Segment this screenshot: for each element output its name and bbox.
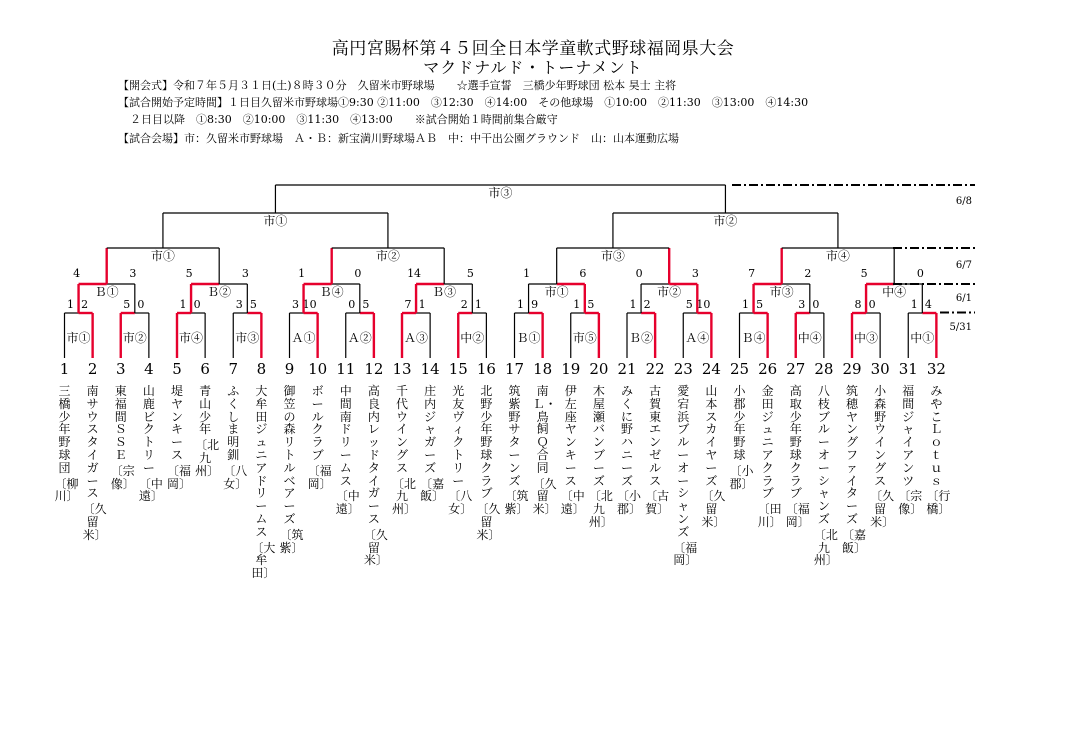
- team-area: 〔北九州〕: [588, 489, 613, 529]
- round2-score: 1: [523, 267, 531, 280]
- round1-score: 4: [924, 298, 932, 311]
- tournament-title: 高円宮賜杯第４５回全日本学童軟式野球福岡県大会: [331, 39, 735, 59]
- team-area: 〔北九州〕: [392, 476, 417, 517]
- team-area: 〔中遠〕: [138, 476, 163, 504]
- team-area: 〔福岡〕: [785, 502, 810, 529]
- team-entry: [617, 384, 642, 517]
- team-area: 〔小郡〕: [617, 489, 642, 517]
- round2-score: 7: [748, 267, 756, 280]
- round1-score: 9: [531, 298, 539, 311]
- round1-score: 1: [517, 298, 524, 311]
- team-area: 〔北九州〕: [813, 527, 838, 568]
- round2-score: 5: [466, 267, 474, 280]
- round3-venue-label: 市①: [150, 249, 175, 263]
- round1-score: 10: [302, 298, 317, 311]
- round1-venue-label: 市⑤: [572, 331, 597, 345]
- team-area: 〔宗像〕: [898, 489, 923, 517]
- round1-venue-label: 中①: [910, 331, 935, 345]
- team-entry: [363, 384, 388, 568]
- team-number: 3: [115, 360, 126, 378]
- team-area: 〔八女〕: [448, 489, 473, 517]
- round1-venue-label: 中③: [854, 331, 879, 345]
- round1-score: 3: [235, 298, 243, 311]
- round1-score: 3: [798, 298, 806, 311]
- opening-ceremony-info: 【開会式】令和７年５月３１日(土)８時３０分 久留米市野球場 ☆選手宣誓 三橋少年野球団 松本 昊士 主将: [118, 79, 677, 92]
- team-name: 御笠の森リトルベアーズ: [283, 384, 296, 526]
- team-area: 〔中遠〕: [560, 489, 585, 517]
- team-name: 伊左座ヤンキース: [564, 384, 577, 488]
- team-area: 〔福岡〕: [167, 463, 192, 491]
- team-name: みやこＬｏｔｕｓ: [930, 384, 943, 488]
- round1-venue-label: 中②: [460, 331, 485, 345]
- team-name: 愛宕浜ブルーオーシャンズ: [677, 384, 690, 539]
- team-area: 〔筑紫〕: [279, 527, 304, 555]
- team-name: 堤ヤンキース: [170, 384, 183, 462]
- team-entry: [110, 384, 135, 491]
- round2-score: 2: [804, 267, 812, 280]
- team-name: 光友ヴィクトリー: [452, 384, 465, 488]
- team-entry: [701, 384, 726, 529]
- team-name: 南サウスタイガース: [86, 384, 99, 501]
- round2-score: 1: [298, 267, 306, 280]
- team-name: 筑穂ヤングファイターズ: [845, 384, 858, 526]
- team-number: 28: [814, 360, 834, 378]
- team-number: 26: [758, 360, 778, 378]
- round-date-label: 6/7: [955, 260, 972, 271]
- team-number: 16: [476, 360, 496, 378]
- team-area: 〔大牟田〕: [251, 540, 276, 581]
- team-number: 13: [392, 360, 412, 378]
- team-area: 〔八女〕: [223, 463, 248, 491]
- team-entry: [588, 384, 613, 529]
- round2-score: 14: [407, 267, 422, 280]
- round2-venue-label: 市①: [544, 285, 569, 299]
- team-entry: [335, 384, 360, 517]
- team-name: みくに野ハニーズ: [620, 384, 633, 488]
- round2-venue-label: Ｂ①: [94, 285, 119, 299]
- round1-venue-label: Ａ③: [404, 331, 429, 345]
- round1-score: 7: [404, 298, 412, 311]
- team-entry: [785, 384, 810, 529]
- round1-score: 1: [474, 298, 482, 311]
- team-name: 小郡少年野球: [733, 384, 746, 462]
- team-entry: [870, 384, 895, 529]
- round1-score: 1: [910, 298, 918, 311]
- round1-score: 0: [137, 298, 145, 311]
- round2-score: 3: [129, 267, 137, 280]
- team-area: 〔中遠〕: [335, 489, 360, 517]
- round2-score: 5: [185, 267, 193, 280]
- team-name: 青山少年: [199, 384, 212, 437]
- team-area: 〔久留米〕: [82, 502, 107, 542]
- team-name: 中間南ドリームス: [339, 384, 352, 488]
- team-number: 10: [308, 360, 328, 378]
- team-number: 17: [504, 360, 525, 378]
- team-name: 古賀東エンゼルス: [649, 384, 662, 488]
- team-number: 11: [336, 360, 356, 378]
- team-number: 14: [420, 360, 440, 378]
- round2-score: 0: [635, 267, 643, 280]
- team-number: 7: [228, 360, 239, 378]
- round1-venue-label: 市②: [122, 331, 147, 345]
- round1-venue-label: Ａ④: [685, 331, 710, 345]
- round2-venue-label: 中④: [882, 285, 907, 299]
- team-name: 南Ｌ・鳥飼Ｑ合同: [532, 384, 557, 475]
- round2-score: 0: [354, 267, 362, 280]
- team-number: 31: [898, 360, 918, 378]
- team-number: 1: [59, 360, 70, 378]
- team-number: 30: [870, 360, 890, 378]
- team-entry: [82, 384, 107, 542]
- team-entry: [420, 384, 445, 504]
- team-area: 〔福岡〕: [673, 540, 698, 568]
- team-name: 金田ジュニアクラブ: [761, 384, 774, 501]
- round1-score: 5: [249, 298, 257, 311]
- tournament-subtitle: マクドナルド・トーナメント: [423, 58, 643, 77]
- round1-score: 0: [868, 298, 876, 311]
- team-number: 24: [701, 360, 721, 378]
- round1-score: 0: [348, 298, 356, 311]
- team-entry: [842, 384, 867, 555]
- round2-venue-label: 市③: [769, 285, 794, 299]
- team-number: 25: [729, 360, 750, 378]
- round2-venue-label: 市②: [657, 285, 682, 299]
- team-number: 29: [842, 360, 862, 378]
- team-entry: [448, 384, 473, 517]
- round1-score: 0: [193, 298, 201, 311]
- round1-venue-label: 市④: [179, 331, 204, 345]
- team-area: 〔久留米〕: [701, 489, 726, 529]
- team-entry: [54, 384, 79, 504]
- team-name: 八枝ブルーオーシャンズ: [817, 384, 830, 526]
- team-number: 21: [617, 360, 637, 378]
- round1-score: 5: [123, 298, 131, 311]
- round2-venue-label: Ｂ④: [319, 285, 344, 299]
- round1-score: 10: [696, 298, 711, 311]
- round1-score: 3: [292, 298, 299, 311]
- round1-score: 5: [587, 298, 595, 311]
- round2-score: 0: [916, 267, 924, 280]
- team-entry: [757, 384, 782, 529]
- day2-time-info: ２日目以降 ①8:30 ②10:00 ③11:30 ④13:00 ※試合開始１時間前集合厳守: [130, 113, 558, 126]
- team-number: 18: [533, 360, 553, 378]
- team-entry: [898, 384, 923, 517]
- team-area: 〔福岡〕: [307, 463, 332, 491]
- team-name: 山本スカイヤーズ: [705, 384, 718, 488]
- team-name: ボールクラブ: [311, 384, 324, 462]
- team-name: 木屋瀬バンブーズ: [592, 384, 605, 488]
- team-entry: [532, 384, 557, 517]
- team-number: 5: [172, 360, 182, 378]
- team-area: 〔久留米〕: [870, 489, 895, 529]
- team-area: 〔嘉飯〕: [842, 527, 867, 555]
- round2-score: 3: [241, 267, 249, 280]
- team-entry: [645, 384, 670, 517]
- team-entry: [138, 384, 163, 504]
- round2-venue-label: Ｂ②: [207, 285, 232, 299]
- round2-venue-label: Ｂ③: [432, 285, 457, 299]
- round3-venue-label: 市③: [600, 249, 625, 263]
- team-area: 〔北九州〕: [195, 438, 220, 478]
- team-area: 〔田川〕: [757, 502, 782, 529]
- team-number: 23: [673, 360, 693, 378]
- team-number: 19: [561, 360, 581, 378]
- team-area: 〔宗像〕: [110, 463, 135, 491]
- team-area: 〔行橋〕: [926, 489, 951, 517]
- team-number: 4: [144, 360, 154, 378]
- team-name: 山鹿ビクトリー: [142, 384, 155, 475]
- round1-venue-label: Ａ①: [291, 331, 316, 345]
- round1-score: 1: [742, 298, 749, 311]
- team-number: 32: [926, 360, 946, 378]
- round1-score: 5: [756, 298, 764, 311]
- team-area: 〔久留米〕: [476, 502, 501, 542]
- team-entry: [167, 384, 192, 491]
- team-name: 小森野ウイングス: [874, 384, 887, 488]
- team-name: 庄内ジャガーズ: [424, 384, 437, 475]
- team-entry: [560, 384, 585, 517]
- round4-venue-label: 市①: [263, 214, 288, 228]
- round1-score: 1: [573, 298, 581, 311]
- round1-score: 2: [643, 298, 651, 311]
- round1-venue-label: Ｂ④: [741, 331, 766, 345]
- round2-score: 3: [691, 267, 699, 280]
- team-name: 高取少年野球クラブ: [789, 384, 802, 501]
- round2-score: 5: [860, 267, 868, 280]
- team-entry: [223, 384, 248, 491]
- team-name: 三橋少年野球団: [58, 384, 71, 475]
- round4-venue-label: 市②: [713, 214, 738, 228]
- round1-venue-label: Ａ②: [347, 331, 372, 345]
- team-number: 8: [256, 360, 267, 378]
- round2-score: 4: [73, 267, 81, 280]
- round-date-label: 5/31: [949, 322, 972, 333]
- team-number: 15: [448, 360, 468, 378]
- team-number: 9: [284, 360, 295, 378]
- round-date-label: 6/8: [955, 196, 972, 207]
- team-entry: [813, 384, 838, 568]
- round1-venue-label: Ｂ②: [629, 331, 654, 345]
- round1-venue-label: 中④: [797, 331, 822, 345]
- team-area: 〔柳川〕: [54, 476, 79, 504]
- round1-score: 1: [629, 298, 637, 311]
- round1-score: 5: [685, 298, 693, 311]
- team-number: 6: [200, 360, 210, 378]
- team-area: 〔嘉飯〕: [420, 476, 445, 504]
- team-entry: [476, 384, 501, 542]
- team-number: 2: [87, 360, 98, 378]
- team-name: 福間ジャイアンツ: [902, 384, 915, 488]
- team-entry: [673, 384, 698, 568]
- team-name: 高良内レッドタイガース: [367, 384, 380, 526]
- round1-venue-label: Ｂ①: [516, 331, 541, 345]
- round1-score: 2: [81, 298, 89, 311]
- round1-venue-label: 市①: [66, 331, 91, 345]
- team-entry: [504, 384, 529, 517]
- team-entry: [392, 384, 417, 517]
- team-number: 12: [364, 360, 384, 378]
- team-number: 27: [786, 360, 806, 378]
- team-name: ふくしま明釧: [227, 384, 240, 462]
- team-entry: [307, 384, 332, 491]
- team-area: 〔久留米〕: [532, 476, 557, 517]
- team-name: 大牟田ジュニアドリームス: [255, 384, 268, 539]
- team-name: 筑紫野サターンズ: [508, 384, 521, 488]
- final-venue-label: 市③: [488, 186, 513, 200]
- round3-venue-label: 市②: [375, 249, 400, 263]
- team-name: 千代ウイングス: [395, 384, 408, 475]
- team-name: 北野少年野球クラブ: [480, 384, 493, 501]
- team-entry: [926, 384, 951, 517]
- team-number: 22: [645, 360, 665, 378]
- round3-venue-label: 市④: [825, 249, 850, 263]
- round1-score: 0: [812, 298, 820, 311]
- team-area: 〔古賀〕: [645, 489, 670, 517]
- team-entry: [279, 384, 304, 555]
- round1-score: 1: [67, 298, 74, 311]
- round1-score: 8: [854, 298, 862, 311]
- team-entry: [195, 384, 220, 478]
- round1-score: 1: [418, 298, 426, 311]
- round1-score: 1: [179, 298, 187, 311]
- team-entry: [251, 384, 276, 581]
- venue-info: 【試合会場】市：久留米市野球場 Ａ・Ｂ：新宝満川野球場ＡＢ 中：中干出公園グラウンド 山：山本運動広場: [118, 132, 679, 145]
- round2-score: 6: [579, 267, 587, 280]
- team-name: 東福間ＳＳＥ: [114, 384, 127, 462]
- start-time-info: 【試合開始予定時間】１日目久留米市野球場①9:30 ②11:00 ③12:30 ④14:00 その他球場 ①10:00 ②11:30 ③13:00 ④14:30: [118, 96, 809, 109]
- team-number: 20: [589, 360, 609, 378]
- team-area: 〔筑紫〕: [504, 489, 529, 517]
- team-entry: [729, 384, 754, 491]
- round-date-label: 6/1: [955, 293, 972, 304]
- round1-venue-label: 市③: [235, 331, 260, 345]
- round1-score: 2: [460, 298, 468, 311]
- team-area: 〔久留米〕: [363, 527, 388, 568]
- round1-score: 5: [362, 298, 370, 311]
- team-area: 〔小郡〕: [729, 463, 754, 491]
